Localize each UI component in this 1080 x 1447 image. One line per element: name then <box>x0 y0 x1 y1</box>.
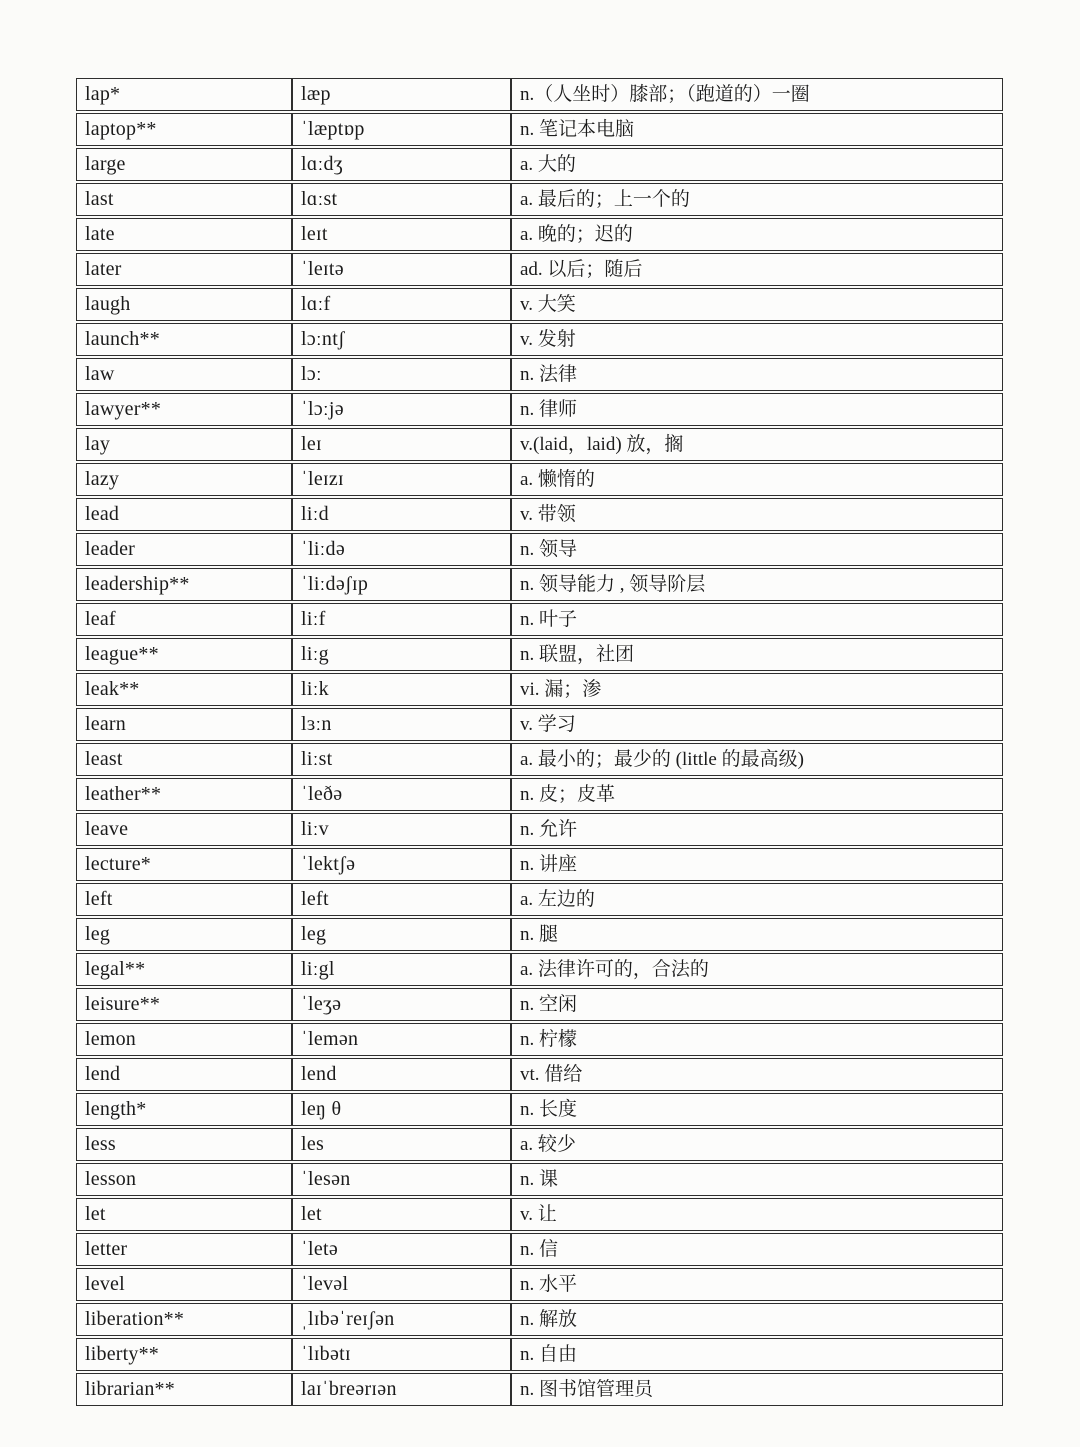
word-cell: leg <box>76 918 292 951</box>
phonetic-cell: liːf <box>292 603 511 636</box>
word-cell: letter <box>76 1233 292 1266</box>
phonetic-cell: ˈliːdəʃɪp <box>292 568 511 601</box>
table-row <box>76 1233 1003 1266</box>
table-row <box>76 848 1003 881</box>
phonetic-cell: ˌlɪbəˈreɪʃən <box>292 1303 511 1336</box>
word-cell: leaf <box>76 603 292 636</box>
table-row <box>76 78 1003 111</box>
phonetic-cell: ˈlesən <box>292 1163 511 1196</box>
phonetic-cell: ˈletə <box>292 1233 511 1266</box>
table-row <box>76 1093 1003 1126</box>
phonetic-cell: lɑːdʒ <box>292 148 511 181</box>
phonetic-cell: lend <box>292 1058 511 1091</box>
table-row <box>76 813 1003 846</box>
meaning-cell: a. 较少 <box>511 1128 1003 1161</box>
table-row <box>76 1128 1003 1161</box>
meaning-cell: n. 领导能力 , 领导阶层 <box>511 568 1003 601</box>
word-cell: lend <box>76 1058 292 1091</box>
word-cell: late <box>76 218 292 251</box>
meaning-cell: ad. 以后；随后 <box>511 253 1003 286</box>
table-row <box>76 218 1003 251</box>
phonetic-cell: ˈlektʃə <box>292 848 511 881</box>
meaning-cell: v. 发射 <box>511 323 1003 356</box>
table-row <box>76 673 1003 706</box>
word-cell: leader <box>76 533 292 566</box>
word-cell: lawyer** <box>76 393 292 426</box>
phonetic-cell: lɜːn <box>292 708 511 741</box>
vocabulary-table-body <box>76 78 1003 1406</box>
phonetic-cell: leɪt <box>292 218 511 251</box>
table-row <box>76 988 1003 1021</box>
meaning-cell: n. 律师 <box>511 393 1003 426</box>
word-cell: less <box>76 1128 292 1161</box>
phonetic-cell: leŋ θ <box>292 1093 511 1126</box>
meaning-cell: v. 让 <box>511 1198 1003 1231</box>
meaning-cell: n. 讲座 <box>511 848 1003 881</box>
phonetic-cell: ˈlemən <box>292 1023 511 1056</box>
meaning-cell: n. 笔记本电脑 <box>511 113 1003 146</box>
table-row <box>76 708 1003 741</box>
word-cell: launch** <box>76 323 292 356</box>
phonetic-cell: ˈleɪzɪ <box>292 463 511 496</box>
table-row <box>76 148 1003 181</box>
meaning-cell: vt. 借给 <box>511 1058 1003 1091</box>
word-cell: league** <box>76 638 292 671</box>
table-row <box>76 358 1003 391</box>
table-row <box>76 1023 1003 1056</box>
meaning-cell: n. 课 <box>511 1163 1003 1196</box>
table-row <box>76 638 1003 671</box>
table-row <box>76 498 1003 531</box>
phonetic-cell: let <box>292 1198 511 1231</box>
meaning-cell: n. 自由 <box>511 1338 1003 1371</box>
meaning-cell: a. 左边的 <box>511 883 1003 916</box>
table-row <box>76 603 1003 636</box>
meaning-cell: n. 叶子 <box>511 603 1003 636</box>
meaning-cell: n. 联盟，社团 <box>511 638 1003 671</box>
phonetic-cell: ˈleɪtə <box>292 253 511 286</box>
table-row <box>76 428 1003 461</box>
meaning-cell: n. 皮；皮革 <box>511 778 1003 811</box>
table-row <box>76 533 1003 566</box>
word-cell: legal** <box>76 953 292 986</box>
word-cell: laptop** <box>76 113 292 146</box>
table-row <box>76 1303 1003 1336</box>
vocabulary-table <box>76 76 1003 1408</box>
phonetic-cell: læp <box>292 78 511 111</box>
phonetic-cell: ˈlæptɒp <box>292 113 511 146</box>
table-row <box>76 1373 1003 1406</box>
word-cell: later <box>76 253 292 286</box>
phonetic-cell: ˈlɪbətɪ <box>292 1338 511 1371</box>
phonetic-cell: les <box>292 1128 511 1161</box>
word-cell: length* <box>76 1093 292 1126</box>
phonetic-cell: liːd <box>292 498 511 531</box>
word-cell: large <box>76 148 292 181</box>
meaning-cell: n. 长度 <box>511 1093 1003 1126</box>
table-row <box>76 778 1003 811</box>
word-cell: last <box>76 183 292 216</box>
phonetic-cell: lɔːntʃ <box>292 323 511 356</box>
table-row <box>76 253 1003 286</box>
meaning-cell: n. 允许 <box>511 813 1003 846</box>
word-cell: leak** <box>76 673 292 706</box>
word-cell: lesson <box>76 1163 292 1196</box>
phonetic-cell: lɔː <box>292 358 511 391</box>
phonetic-cell: lɑːf <box>292 288 511 321</box>
meaning-cell: v. 带领 <box>511 498 1003 531</box>
table-row <box>76 883 1003 916</box>
table-row <box>76 1163 1003 1196</box>
word-cell: leather** <box>76 778 292 811</box>
word-cell: left <box>76 883 292 916</box>
table-row <box>76 743 1003 776</box>
meaning-cell: a. 最小的；最少的 (little 的最高级) <box>511 743 1003 776</box>
table-row <box>76 918 1003 951</box>
word-cell: leave <box>76 813 292 846</box>
phonetic-cell: ˈleʒə <box>292 988 511 1021</box>
phonetic-cell: liːgl <box>292 953 511 986</box>
phonetic-cell: laɪˈbreərɪən <box>292 1373 511 1406</box>
word-cell: leadership** <box>76 568 292 601</box>
phonetic-cell: leg <box>292 918 511 951</box>
phonetic-cell: left <box>292 883 511 916</box>
word-cell: lap* <box>76 78 292 111</box>
word-cell: let <box>76 1198 292 1231</box>
word-cell: liberty** <box>76 1338 292 1371</box>
table-row <box>76 568 1003 601</box>
table-row <box>76 113 1003 146</box>
word-cell: laugh <box>76 288 292 321</box>
phonetic-cell: leɪ <box>292 428 511 461</box>
meaning-cell: n. 信 <box>511 1233 1003 1266</box>
table-row <box>76 1058 1003 1091</box>
meaning-cell: n. 法律 <box>511 358 1003 391</box>
phonetic-cell: ˈlevəl <box>292 1268 511 1301</box>
word-cell: librarian** <box>76 1373 292 1406</box>
phonetic-cell: ˈlɔːjə <box>292 393 511 426</box>
table-row <box>76 463 1003 496</box>
meaning-cell: n. 柠檬 <box>511 1023 1003 1056</box>
phonetic-cell: liːk <box>292 673 511 706</box>
word-cell: level <box>76 1268 292 1301</box>
table-row <box>76 323 1003 356</box>
table-row <box>76 953 1003 986</box>
meaning-cell: v. 学习 <box>511 708 1003 741</box>
word-cell: leisure** <box>76 988 292 1021</box>
phonetic-cell: ˈleðə <box>292 778 511 811</box>
meaning-cell: n. 图书馆管理员 <box>511 1373 1003 1406</box>
phonetic-cell: ˈliːdə <box>292 533 511 566</box>
meaning-cell: n. 领导 <box>511 533 1003 566</box>
meaning-cell: v.(laid，laid) 放，搁 <box>511 428 1003 461</box>
meaning-cell: n. 腿 <box>511 918 1003 951</box>
word-cell: law <box>76 358 292 391</box>
meaning-cell: n. 解放 <box>511 1303 1003 1336</box>
word-cell: lecture* <box>76 848 292 881</box>
phonetic-cell: liːv <box>292 813 511 846</box>
meaning-cell: n. 水平 <box>511 1268 1003 1301</box>
table-row <box>76 183 1003 216</box>
meaning-cell: n. 空闲 <box>511 988 1003 1021</box>
word-cell: lazy <box>76 463 292 496</box>
meaning-cell: a. 懒惰的 <box>511 463 1003 496</box>
table-row <box>76 1198 1003 1231</box>
word-cell: least <box>76 743 292 776</box>
phonetic-cell: liːst <box>292 743 511 776</box>
table-row <box>76 393 1003 426</box>
table-row <box>76 1338 1003 1371</box>
word-cell: lead <box>76 498 292 531</box>
phonetic-cell: lɑːst <box>292 183 511 216</box>
phonetic-cell: liːg <box>292 638 511 671</box>
word-cell: liberation** <box>76 1303 292 1336</box>
meaning-cell: vi. 漏；渗 <box>511 673 1003 706</box>
meaning-cell: n.（人坐时）膝部；（跑道的）一圈 <box>511 78 1003 111</box>
meaning-cell: a. 晚的；迟的 <box>511 218 1003 251</box>
meaning-cell: v. 大笑 <box>511 288 1003 321</box>
meaning-cell: a. 大的 <box>511 148 1003 181</box>
meaning-cell: a. 法律许可的，合法的 <box>511 953 1003 986</box>
table-row <box>76 288 1003 321</box>
meaning-cell: a. 最后的；上一个的 <box>511 183 1003 216</box>
word-cell: learn <box>76 708 292 741</box>
word-cell: lay <box>76 428 292 461</box>
word-cell: lemon <box>76 1023 292 1056</box>
table-row <box>76 1268 1003 1301</box>
